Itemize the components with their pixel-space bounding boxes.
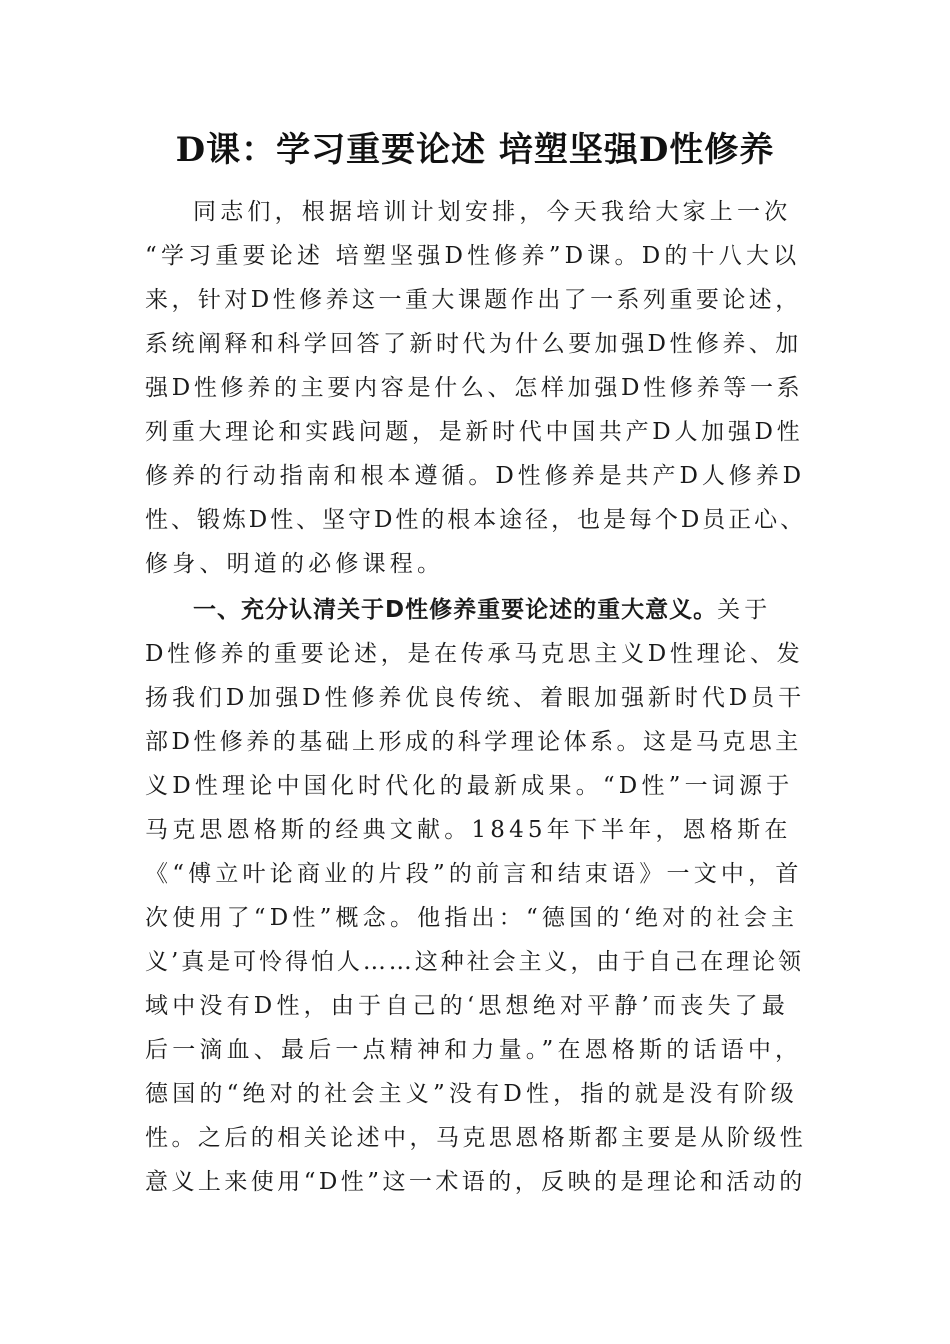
- paragraph-line: 扬我们D加强D性修养优良传统、着眼加强新时代D员干: [145, 685, 806, 711]
- paragraph-line: 次使用了“D性”概念。他指出：“德国的‘绝对的社会主: [145, 905, 799, 931]
- document-title: D课：学习重要论述 培塑坚强D性修养: [175, 130, 775, 170]
- paragraph-line: D性修养的重要论述，是在传承马克思主义D性理论、发: [145, 641, 804, 667]
- paragraph-line: 列重大理论和实践问题，是新时代中国共产D人加强D性: [145, 419, 804, 445]
- paragraph-line: 马克思恩格斯的经典文献。1845年下半年，恩格斯在: [145, 817, 792, 843]
- paragraph-line: 强D性修养的主要内容是什么、怎样加强D性修养等一系: [145, 375, 804, 401]
- section-heading-tail: 关于: [717, 597, 772, 623]
- section-heading: 一、充分认清关于D性修养重要论述的重大意义。: [193, 597, 718, 623]
- paragraph-line: 性、锻炼D性、坚守D性的根本途径，也是每个D员正心、: [145, 507, 807, 533]
- paragraph-line: 修身、明道的必修课程。: [145, 551, 445, 577]
- paragraph-line: 性。之后的相关论述中，马克思恩格斯都主要是从阶级性: [145, 1125, 807, 1151]
- section-heading-line: [193, 594, 805, 626]
- paragraph-line: 德国的“绝对的社会主义”没有D性，指的就是没有阶级: [145, 1081, 798, 1107]
- paragraph-line: 来，针对D性修养这一重大课题作出了一系列重要论述，: [145, 287, 802, 313]
- paragraph-line: 后一滴血、最后一点精神和力量。”在恩格斯的话语中，: [145, 1037, 803, 1063]
- paragraph-line: 同志们，根据培训计划安排，今天我给大家上一次: [193, 199, 792, 225]
- paragraph-line: 系统阐释和科学回答了新时代为什么要加强D性修养、加: [145, 331, 802, 357]
- paragraph-line: 部D性修养的基础上形成的科学理论体系。这是马克思主: [145, 729, 802, 755]
- paragraph-line: 域中没有D性，由于自己的‘思想绝对平静’而丧失了最: [145, 993, 790, 1019]
- paragraph-line: 义’真是可怜得怕人……这种社会主义，由于自己在理论领: [145, 949, 805, 975]
- paragraph-line: 义D性理论中国化时代化的最新成果。“D性”一词源于: [145, 773, 794, 799]
- paragraph-line: “学习重要论述 培塑坚强D性修养”D课。D的十八大以: [145, 243, 801, 269]
- paragraph-line: 《“傅立叶论商业的片段”的前言和结束语》一文中，首: [145, 861, 803, 887]
- paragraph-line: 意义上来使用“D性”这一术语的，反映的是理论和活动的: [145, 1169, 806, 1195]
- paragraph-line: 修养的行动指南和根本遵循。D性修养是共产D人修养D: [145, 463, 806, 489]
